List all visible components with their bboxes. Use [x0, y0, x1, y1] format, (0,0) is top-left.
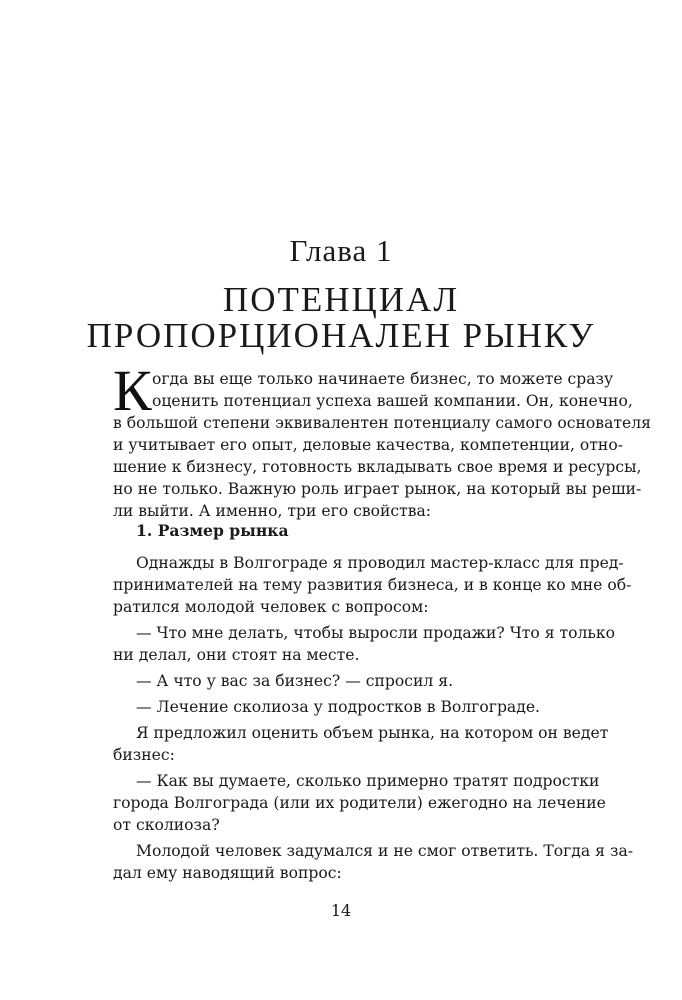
paragraph-line: бизнес:: [113, 746, 175, 764]
intro-line: и учитывает его опыт, деловые качества, компетенции, отно-: [113, 436, 623, 454]
paragraph-line: города Волгограда (или их родители) ежегодно на лечение: [113, 794, 606, 812]
page-number: 14: [330, 901, 352, 920]
drop-cap: К: [113, 358, 152, 423]
intro-line: но не только. Важную роль играет рынок, на который вы реши-: [113, 480, 642, 498]
paragraph-line: ни делал, они стоят на месте.: [113, 646, 360, 664]
paragraph-line: — А что у вас за бизнес? — спросил я.: [136, 672, 454, 690]
paragraph-line: Однажды в Волгограде я проводил мастер-класс для пред-: [136, 554, 624, 572]
chapter-number: Глава 1: [289, 233, 393, 268]
paragraph-line: дал ему наводящий вопрос:: [113, 864, 342, 882]
paragraph-line: Я предложил оценить объем рынка, на котором он ведет: [136, 724, 609, 742]
intro-line: в большой степени эквивалентен потенциалу самого основателя: [113, 414, 651, 432]
paragraph-line: от сколиоза?: [113, 816, 220, 834]
intro-line: огда вы еще только начинаете бизнес, то можете сразу: [152, 370, 614, 388]
chapter-title-line-2: ПРОПОРЦИОНАЛЕН РЫНКУ: [86, 316, 596, 355]
paragraph-line: принимателей на тему развития бизнеса, и в конце ко мне об-: [113, 576, 632, 594]
paragraph-line: Молодой человек задумался и не смог ответить. Тогда я за-: [136, 842, 634, 860]
chapter-title-line-1: ПОТЕНЦИАЛ: [222, 280, 460, 319]
section-heading: 1. Размер рынка: [136, 521, 289, 540]
intro-line: ли выйти. А именно, три его свойства:: [113, 502, 432, 520]
intro-line: оценить потенциал успеха вашей компании. Он, конечно,: [152, 392, 633, 410]
paragraph-line: — Лечение сколиоза у подростков в Волгограде.: [136, 698, 541, 716]
paragraph-line: — Что мне делать, чтобы выросли продажи? Что я только: [136, 624, 616, 642]
paragraph-line: ратился молодой человек с вопросом:: [113, 598, 429, 616]
intro-line: шение к бизнесу, готовность вкладывать свое время и ресурсы,: [113, 458, 642, 476]
paragraph-line: — Как вы думаете, сколько примерно тратят подростки: [136, 772, 600, 790]
